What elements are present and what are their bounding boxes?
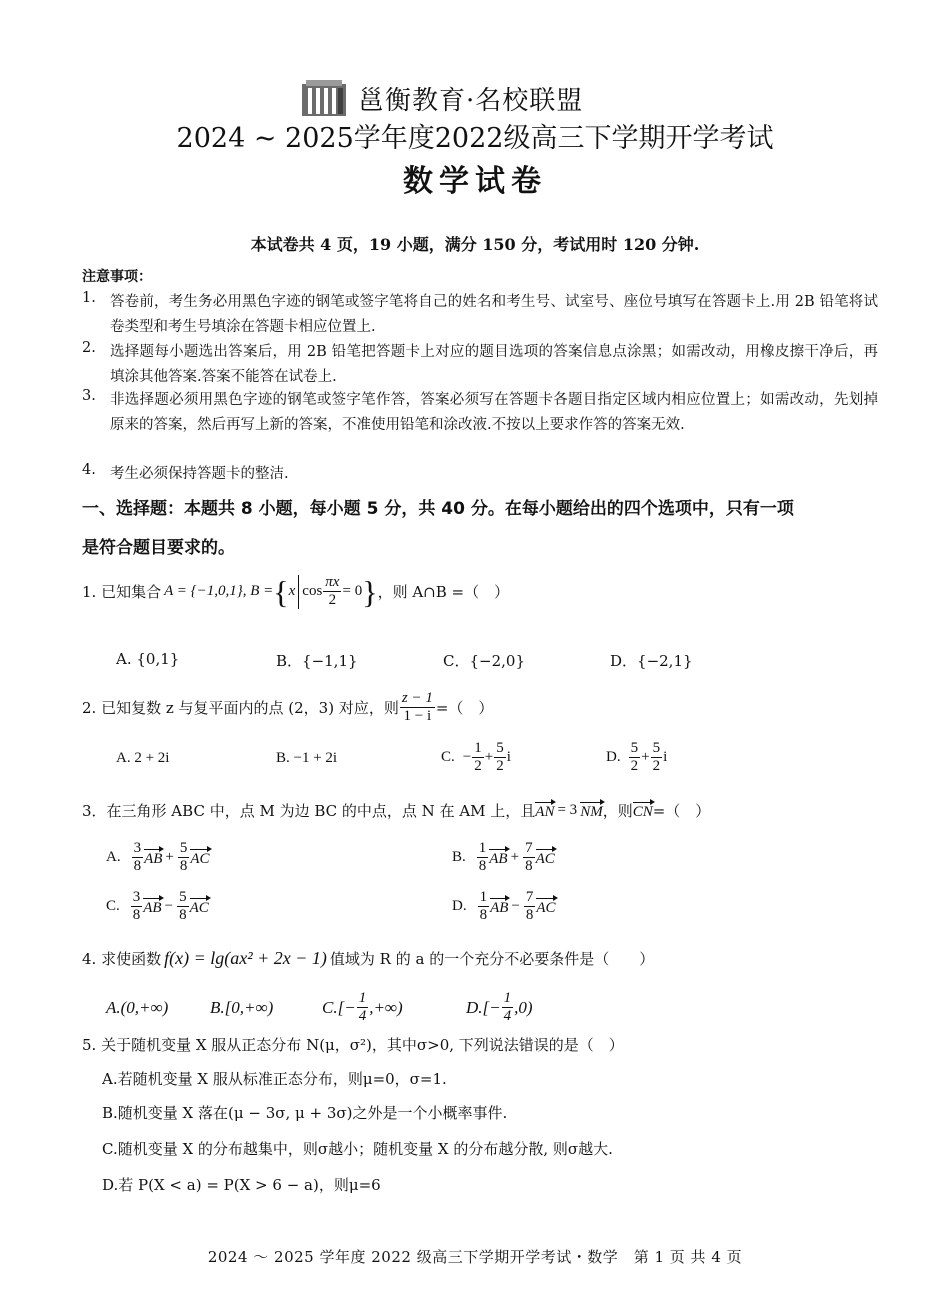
- question-4: [82, 948, 654, 969]
- notice-num: 4.: [82, 462, 96, 478]
- q4-option-a: A.(0,+∞): [106, 998, 169, 1017]
- vector-ac: AC: [190, 847, 209, 868]
- q4-option-c: [322, 990, 403, 1025]
- frac-num: 3: [133, 840, 142, 856]
- frac-num: 1: [478, 840, 487, 856]
- frac-den: 8: [478, 858, 487, 874]
- frac-den: 2: [630, 758, 639, 774]
- q4-text: 4. 求使函数: [82, 950, 162, 968]
- plus-sign: +: [641, 749, 650, 765]
- q1-prefix: 1. 已知集合: [82, 583, 162, 601]
- q3-text-1: 3．在三角形 ABC 中，点 M 为边 BC 的中点，点 N 在 AM 上，且: [82, 802, 536, 820]
- q3-option-c: [106, 889, 209, 924]
- fraction: [357, 990, 369, 1025]
- q3-option-d: [452, 889, 556, 924]
- option-suffix: ,+∞): [369, 997, 403, 1017]
- subject-title: 数学试卷: [403, 164, 547, 199]
- question-1: [82, 574, 509, 609]
- q3-eq: = 3: [557, 802, 578, 818]
- q1-set-a: A = {−1,0,1}, B =: [164, 583, 274, 599]
- q1-option-b: B．{−1,1}: [276, 652, 358, 670]
- q2-option-b: B. −1 + 2i: [276, 750, 338, 766]
- option-label: A.: [106, 849, 121, 865]
- option-prefix: D.[−: [466, 997, 501, 1017]
- q2-option-a: A. 2 + 2i: [116, 750, 170, 766]
- q5-option-a: A.若随机变量 X 服从标准正态分布，则μ=0，σ=1.: [102, 1070, 447, 1088]
- frac-num: 5: [652, 740, 661, 756]
- right-brace: }: [362, 573, 378, 610]
- brand-name: 邕衡教育·名校联盟: [358, 85, 584, 116]
- vector-ab: AB: [490, 896, 508, 917]
- frac-den: 8: [179, 858, 188, 874]
- q1-option-c: C．{−2,0}: [443, 652, 525, 670]
- q1-frac: [323, 574, 341, 609]
- fraction: [132, 840, 144, 875]
- fraction: [524, 889, 536, 924]
- fraction: [502, 990, 514, 1025]
- notice-num: 2.: [82, 340, 96, 356]
- minus-sign: −: [462, 749, 472, 765]
- option-label: D.: [452, 898, 467, 914]
- vector-ab: AB: [143, 896, 161, 917]
- frac-num: 5: [496, 740, 504, 756]
- q3-option-a: [106, 840, 210, 875]
- frac-den: 8: [133, 858, 142, 874]
- fraction: [494, 740, 506, 775]
- q4-option-b: B.[0,+∞): [210, 998, 274, 1017]
- q5-option-b: B.随机变量 X 落在(μ − 3σ, μ + 3σ)之外是一个小概率事件.: [102, 1104, 508, 1122]
- q2-option-c: [441, 740, 511, 775]
- q1-suffix: ，则 A∩B =（ ）: [377, 583, 510, 601]
- option-label: C.: [441, 749, 455, 765]
- q1-var-x: x: [288, 583, 296, 599]
- frac-num: 1: [474, 740, 482, 756]
- frac-den: 8: [479, 907, 488, 923]
- notice-title: 注意事项：: [82, 269, 152, 285]
- frac-num: 3: [132, 889, 141, 905]
- option-label: D.: [606, 749, 621, 765]
- left-brace: {: [273, 573, 289, 610]
- q5-option-c: C.随机变量 X 的分布越集中，则σ越小；随机变量 X 的分布越分散, 则σ越大.: [102, 1140, 613, 1158]
- vector-ac: AC: [536, 896, 555, 917]
- frac-num: z − 1: [401, 690, 433, 706]
- imag-unit: i: [663, 749, 668, 765]
- q2-option-d: [606, 740, 667, 775]
- q3-option-b: [452, 840, 555, 875]
- frac-den: 2: [474, 758, 482, 774]
- fraction: [472, 740, 484, 775]
- q1-eq0: = 0: [342, 583, 363, 599]
- plus-sign: +: [484, 749, 494, 765]
- frac-num: 5: [630, 740, 639, 756]
- frac-num: 5: [179, 889, 187, 905]
- option-label: C.: [106, 898, 120, 914]
- books-logo-icon: [300, 78, 348, 118]
- q3-text-2: ，则: [602, 802, 633, 820]
- vector-ac: AC: [190, 896, 209, 917]
- vector-ac: AC: [536, 847, 555, 868]
- fraction: [177, 889, 189, 924]
- fraction: [131, 889, 143, 924]
- q4-option-d: [466, 990, 533, 1025]
- q4-text-2: 值域为 R 的 a 的一个充分不必要条件是（ ）: [329, 950, 655, 968]
- option-prefix: C.[−: [322, 997, 356, 1017]
- frac-num: 7: [525, 889, 534, 905]
- frac-den: 4: [503, 1008, 512, 1024]
- section-heading: 一、选择题：本题共 8 小题，每小题 5 分，共 40 分。在每小题给出的四个选项中，只有一项: [82, 499, 794, 519]
- exam-title: 2024 ~ 2025学年度2022级高三下学期开学考试: [176, 123, 774, 154]
- frac-den: 4: [358, 1008, 367, 1024]
- q1-option-d: D．{−2,1}: [610, 652, 693, 670]
- q1-option-a: A. {0,1}: [116, 650, 180, 668]
- frac-den: 8: [525, 907, 534, 923]
- vector-ab: AB: [489, 847, 507, 868]
- question-3: [82, 800, 710, 821]
- question-2: [82, 690, 493, 725]
- fraction: [629, 740, 641, 775]
- set-bar: [298, 575, 299, 609]
- vector-ab: AB: [144, 847, 162, 868]
- fraction: [651, 740, 663, 775]
- section-heading-cont: 是符合题目要求的。: [82, 538, 235, 558]
- question-5: 5. 关于随机变量 X 服从正态分布 N(μ，σ²)，其中σ>0, 下列说法错误的是（ ）: [82, 1036, 624, 1054]
- fraction: [477, 840, 489, 875]
- frac-den: 1 − i: [403, 708, 432, 724]
- frac-num: 5: [179, 840, 188, 856]
- q2-suffix: =（ ）: [435, 699, 494, 717]
- q3-text-3: =（ ）: [652, 802, 711, 820]
- vector-cn: CN: [633, 800, 653, 821]
- frac-den: 8: [179, 907, 187, 923]
- frac-den: 8: [525, 858, 533, 874]
- operator: +: [165, 849, 174, 865]
- q2-prefix: 2. 已知复数 z 与复平面内的点 (2，3) 对应，则: [82, 699, 399, 717]
- exam-intro: 本试卷共 4 页，19 小题，满分 150 分，考试用时 120 分钟.: [250, 235, 700, 254]
- notice-text: 选择题每小题选出答案后，用 2B 铅笔把答题卡上对应的题目选项的答案信息点涂黑；如需改动，用橡皮擦干净后，再填涂其他答案.答案不能答在试卷上.: [110, 344, 878, 385]
- vector-an: AN: [535, 800, 554, 821]
- q1-cos: cos: [302, 583, 323, 599]
- notice-num: 1.: [82, 290, 96, 306]
- q5-option-d: D.若 P(X < a) = P(X > 6 − a)，则μ=6: [102, 1176, 381, 1194]
- frac-num: 1: [358, 990, 367, 1006]
- notice-text: 答卷前，考生务必用黑色字迹的钢笔或签字笔将自己的姓名和考生号、试室号、座位号填写在答题卡上.用 2B 铅笔将试卷类型和考生号填涂在答题卡相应位置上.: [110, 294, 878, 335]
- frac-den: 8: [132, 907, 141, 923]
- operator: −: [511, 898, 520, 914]
- notice-text: 非选择题必须用黑色字迹的钢笔或签字笔作答，答案必须写在答题卡各题目指定区域内相应位置上；如需改动，先划掉原来的答案，然后再写上新的答案，不准使用铅笔和涂改液.不按以上要求作答的答案无效.: [110, 392, 878, 433]
- fraction: [178, 840, 190, 875]
- frac-num: 7: [525, 840, 533, 856]
- notice-num: 3.: [82, 388, 96, 404]
- exam-header-brand: [300, 78, 583, 118]
- page-footer: 2024 ～ 2025 学年度 2022 级高三下学期开学考试・数学 第 1 页 共 4 页: [207, 1248, 743, 1266]
- frac-num: πx: [325, 574, 340, 590]
- imag-unit: i: [506, 749, 511, 765]
- frac-den: 2: [652, 758, 661, 774]
- frac-num: 1: [479, 889, 488, 905]
- fraction: [478, 889, 490, 924]
- option-label: B.: [452, 849, 466, 865]
- q4-function: f(x) = lg(ax² + 2x − 1): [164, 948, 327, 968]
- q2-frac: [400, 690, 435, 725]
- frac-den: 2: [328, 592, 337, 608]
- fraction: [523, 840, 535, 875]
- notice-text: 考生必须保持答题卡的整洁.: [110, 466, 289, 482]
- frac-den: 2: [496, 758, 504, 774]
- frac-num: 1: [503, 990, 512, 1006]
- option-suffix: ,0): [514, 997, 533, 1017]
- vector-nm: NM: [580, 800, 603, 821]
- operator: −: [164, 898, 174, 914]
- operator: +: [510, 849, 520, 865]
